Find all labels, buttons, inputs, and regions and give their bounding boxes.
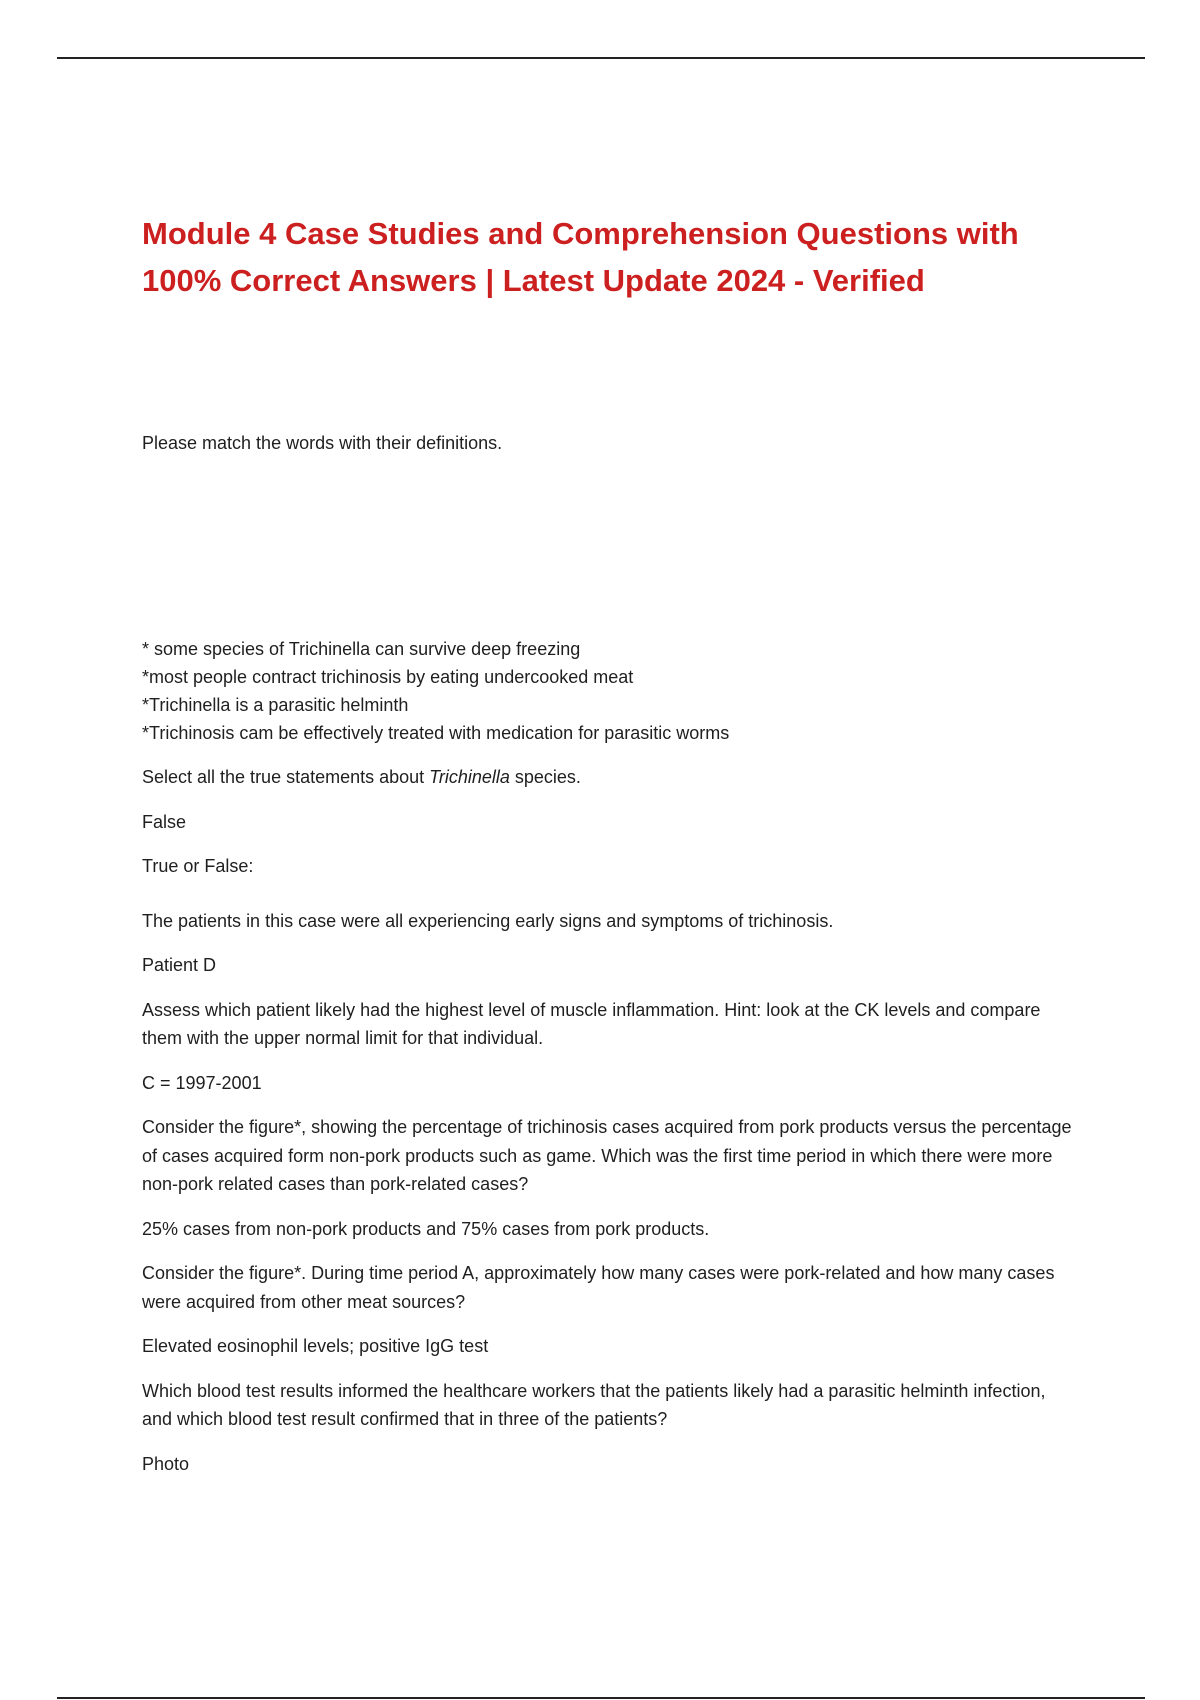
header-rule xyxy=(57,57,1145,59)
document-title: Module 4 Case Studies and Comprehension Questions with 100% Correct Answers | Latest Update 2024 - Verified xyxy=(142,216,1019,298)
statement-list xyxy=(142,635,1072,747)
answer-photo: Photo xyxy=(142,1453,190,1474)
answer-percentages: 25% cases from non-pork products and 75% cases from pork products. xyxy=(142,1218,710,1239)
answer-false: False xyxy=(142,811,187,832)
question-muscle-inflammation: Assess which patient likely had the highest level of muscle inflammation. Hint: look at the CK levels and compare them with the upper normal limit for that individual. xyxy=(142,999,1041,1048)
statement-item: *Trichinosis cam be effectively treated with medication for parasitic worms xyxy=(142,723,730,743)
statement-item: * some species of Trichinella can survive deep freezing xyxy=(142,639,581,659)
answer-blood-tests: Elevated eosinophil levels; positive IgG test xyxy=(142,1336,489,1356)
question-blood-tests: Which blood test results informed the healthcare workers that the patients likely had a parasitic helminth infection, and which blood test result confirmed that in three of the patients? xyxy=(142,1380,1046,1429)
answer-patient: Patient D xyxy=(142,955,217,975)
question-early-signs: The patients in this case were all experiencing early signs and symptoms of trichinosis. xyxy=(142,910,834,931)
answer-time-period: C = 1997-2001 xyxy=(142,1072,262,1093)
document-body xyxy=(142,210,1072,1478)
question-non-pork-period: Consider the figure*, showing the percentage of trichinosis cases acquired from pork products versus the percentage of cases acquired form non-pork products such as game. Which was the first time period in which there were more non-pork related cases than pork-related cases? xyxy=(142,1117,1072,1194)
intro-instruction: Please match the words with their definitions. xyxy=(142,433,503,453)
question-period-a: Consider the figure*. During time period A, approximately how many cases were pork-related and how many cases were acquired from other meat sources? xyxy=(142,1263,1055,1312)
question-text-start: Select all the true statements about xyxy=(142,767,430,787)
question-true-statements xyxy=(142,763,1072,792)
question-text-end: species. xyxy=(509,767,581,787)
footer-rule xyxy=(57,1697,1145,1699)
statement-item: *most people contract trichinosis by eating undercooked meat xyxy=(142,667,634,687)
species-name: Trichinella xyxy=(429,767,510,787)
question-true-false-label: True or False: xyxy=(142,856,254,876)
statement-item: *Trichinella is a parasitic helminth xyxy=(142,695,409,715)
